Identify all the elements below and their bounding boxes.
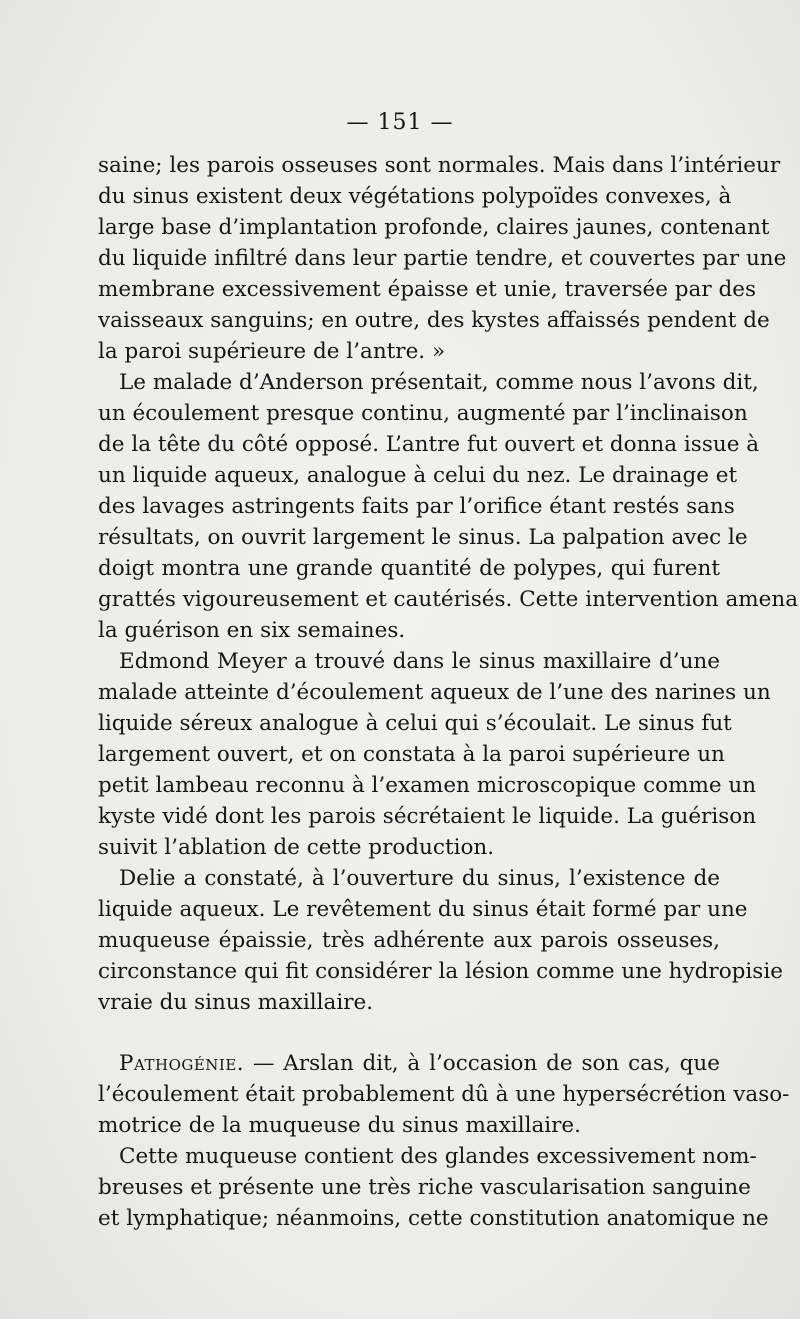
text-line: de la tête du côté opposé. L’antre fut ouvert et donna issue à bbox=[98, 432, 760, 457]
section-pathogenie bbox=[98, 1048, 790, 1141]
text-line: liquide séreux analogue à celui qui s’écoulait. Le sinus fut bbox=[98, 711, 732, 736]
text-line: saine; les parois osseuses sont normales. Mais dans l’intérieur bbox=[98, 153, 781, 178]
text-line: largement ouvert, et on constata à la paroi supérieure un bbox=[98, 742, 725, 767]
body-text bbox=[98, 150, 799, 1234]
text-line: Edmond Meyer a trouvé dans le sinus maxillaire d’une bbox=[119, 649, 720, 674]
text-line: grattés vigoureusement et cautérisés. Cette intervention amena bbox=[98, 587, 799, 612]
paragraph-3 bbox=[98, 646, 771, 863]
text-line: l’écoulement était probablement dû à une hypersécrétion vaso- bbox=[98, 1082, 790, 1107]
text-line: muqueuse épaissie, très adhérente aux parois osseuses, bbox=[98, 928, 720, 953]
paragraph-final bbox=[98, 1141, 769, 1234]
text-line: du liquide infiltré dans leur partie tendre, et couvertes par une bbox=[98, 246, 787, 271]
section-first-line bbox=[98, 1048, 720, 1079]
text-line: liquide aqueux. Le revêtement du sinus était formé par une bbox=[98, 897, 748, 922]
text-line: circonstance qui fit considérer la lésion comme une hydropisie bbox=[98, 959, 783, 984]
text-line: du sinus existent deux végétations polypoïdes convexes, à bbox=[98, 184, 732, 209]
text-line: Cette muqueuse contient des glandes excessivement nom- bbox=[119, 1144, 757, 1169]
text-line: la guérison en six semaines. bbox=[98, 618, 406, 643]
text-line: — Arslan dit, à l’occasion de son cas, que bbox=[252, 1051, 720, 1076]
text-line: malade atteinte d’écoulement aqueux de l’une des narines un bbox=[98, 680, 771, 705]
text-line: Le malade d’Anderson présentait, comme nous l’avons dit, bbox=[119, 370, 759, 395]
text-line: résultats, on ouvrit largement le sinus. La palpation avec le bbox=[98, 525, 748, 550]
text-line: membrane excessivement épaisse et unie, traversée par des bbox=[98, 277, 756, 302]
text-line: un liquide aqueux, analogue à celui du nez. Le drainage et bbox=[98, 463, 738, 488]
text-line: large base d’implantation profonde, claires jaunes, contenant bbox=[98, 215, 770, 240]
paragraph-4 bbox=[98, 863, 783, 1018]
text-line: suivit l’ablation de cette production. bbox=[98, 835, 495, 860]
text-line: vaisseaux sanguins; en outre, des kystes affaissés pendent de bbox=[98, 308, 770, 333]
section-gap bbox=[98, 1018, 720, 1048]
page-number: — 151 — bbox=[346, 110, 454, 135]
text-line: vraie du sinus maxillaire. bbox=[98, 990, 374, 1015]
text-line: doigt montra une grande quantité de polypes, qui furent bbox=[98, 556, 720, 581]
text-line: et lymphatique; néanmoins, cette constitution anatomique ne bbox=[98, 1206, 769, 1231]
section-heading: Pathogénie. bbox=[119, 1051, 245, 1076]
text-line: un écoulement presque continu, augmenté par l’inclinaison bbox=[98, 401, 748, 426]
paragraph-2 bbox=[98, 367, 799, 646]
text-line: Delie a constaté, à l’ouverture du sinus, l’existence de bbox=[119, 866, 720, 891]
text-line: la paroi supérieure de l’antre. » bbox=[98, 339, 446, 364]
text-line: kyste vidé dont les parois sécrétaient le liquide. La guérison bbox=[98, 804, 757, 829]
text-line: breuses et présente une très riche vascularisation sanguine bbox=[98, 1175, 751, 1200]
text-line: des lavages astringents faits par l’orifice étant restés sans bbox=[98, 494, 735, 519]
paragraph-1 bbox=[98, 150, 787, 367]
text-line: motrice de la muqueuse du sinus maxillaire. bbox=[98, 1113, 581, 1138]
text-line: petit lambeau reconnu à l’examen microscopique comme un bbox=[98, 773, 757, 798]
